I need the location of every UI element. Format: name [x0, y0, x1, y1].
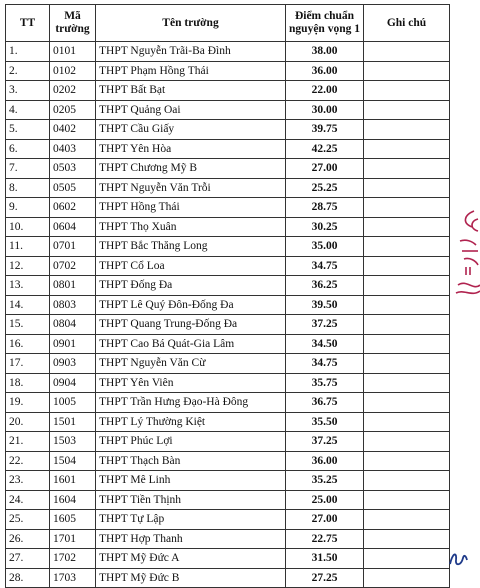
cell-row-number: 12.	[6, 256, 50, 276]
cell-note	[364, 276, 450, 296]
cell-school-code: 1604	[50, 490, 96, 510]
cell-row-number: 7.	[6, 159, 50, 179]
cell-school-code: 0803	[50, 295, 96, 315]
cell-school-name: THPT Trần Hưng Đạo-Hà Đông	[96, 393, 286, 413]
table-row	[6, 549, 450, 569]
cell-row-number: 13.	[6, 276, 50, 296]
cell-school-code: 1005	[50, 393, 96, 413]
cell-school-code: 0101	[50, 42, 96, 62]
cell-school-code: 0903	[50, 354, 96, 374]
table-row	[6, 42, 450, 62]
cell-note	[364, 471, 450, 491]
table-row	[6, 61, 450, 81]
cell-score: 31.50	[286, 549, 364, 569]
cell-school-name: THPT Bắc Thăng Long	[96, 237, 286, 257]
cell-note	[364, 256, 450, 276]
table-row	[6, 529, 450, 549]
cell-note	[364, 198, 450, 218]
cell-row-number: 20.	[6, 412, 50, 432]
cell-score: 34.50	[286, 334, 364, 354]
table-row	[6, 490, 450, 510]
table-row	[6, 295, 450, 315]
cell-school-code: 0403	[50, 139, 96, 159]
cell-score: 30.00	[286, 100, 364, 120]
cell-row-number: 25.	[6, 510, 50, 530]
cell-school-name: THPT Cầu Giấy	[96, 120, 286, 140]
signature-initial-icon	[447, 548, 469, 568]
cell-school-name: THPT Chương Mỹ B	[96, 159, 286, 179]
table-body	[6, 42, 450, 588]
header-tt: TT	[6, 5, 50, 42]
cell-school-code: 1501	[50, 412, 96, 432]
cell-note	[364, 490, 450, 510]
cell-school-name: THPT Mê Linh	[96, 471, 286, 491]
cell-school-code: 1503	[50, 432, 96, 452]
cell-score: 35.25	[286, 471, 364, 491]
red-seal-stamp-icon	[452, 205, 480, 300]
cell-note	[364, 178, 450, 198]
cell-note	[364, 549, 450, 569]
cell-school-name: THPT Nguyễn Văn Cừ	[96, 354, 286, 374]
table-row	[6, 217, 450, 237]
cell-school-name: THPT Lê Quý Đôn-Đống Đa	[96, 295, 286, 315]
cell-row-number: 11.	[6, 237, 50, 257]
cell-school-name: THPT Nguyễn Trãi-Ba Đình	[96, 42, 286, 62]
cell-school-code: 1605	[50, 510, 96, 530]
cell-row-number: 2.	[6, 61, 50, 81]
cell-school-code: 0702	[50, 256, 96, 276]
cell-school-name: THPT Quảng Oai	[96, 100, 286, 120]
cell-score: 39.50	[286, 295, 364, 315]
cell-school-code: 0505	[50, 178, 96, 198]
table-row	[6, 432, 450, 452]
cell-score: 34.75	[286, 256, 364, 276]
cell-school-name: THPT Cao Bá Quát-Gia Lâm	[96, 334, 286, 354]
table-row	[6, 471, 450, 491]
table-row	[6, 81, 450, 101]
cell-note	[364, 510, 450, 530]
cell-school-name: THPT Yên Hòa	[96, 139, 286, 159]
cell-score: 42.25	[286, 139, 364, 159]
cell-note	[364, 81, 450, 101]
table-row	[6, 237, 450, 257]
cell-score: 25.00	[286, 490, 364, 510]
cell-row-number: 21.	[6, 432, 50, 452]
cell-score: 38.00	[286, 42, 364, 62]
table-row	[6, 256, 450, 276]
cell-row-number: 23.	[6, 471, 50, 491]
table-row	[6, 276, 450, 296]
cell-note	[364, 529, 450, 549]
cell-school-code: 0901	[50, 334, 96, 354]
cell-school-name: THPT Thạch Bàn	[96, 451, 286, 471]
cell-note	[364, 139, 450, 159]
cell-school-name: THPT Phúc Lợi	[96, 432, 286, 452]
cell-school-name: THPT Phạm Hồng Thái	[96, 61, 286, 81]
cell-school-name: THPT Yên Viên	[96, 373, 286, 393]
cell-school-code: 0202	[50, 81, 96, 101]
cell-row-number: 19.	[6, 393, 50, 413]
cell-score: 27.25	[286, 568, 364, 588]
cell-score: 39.75	[286, 120, 364, 140]
cell-score: 35.00	[286, 237, 364, 257]
cell-note	[364, 315, 450, 335]
cell-note	[364, 42, 450, 62]
cell-score: 34.75	[286, 354, 364, 374]
cell-score: 27.00	[286, 159, 364, 179]
table-row	[6, 373, 450, 393]
cell-school-code: 0904	[50, 373, 96, 393]
cell-row-number: 22.	[6, 451, 50, 471]
cell-score: 27.00	[286, 510, 364, 530]
cell-school-code: 0503	[50, 159, 96, 179]
cell-score: 36.25	[286, 276, 364, 296]
cell-school-code: 0402	[50, 120, 96, 140]
cell-row-number: 26.	[6, 529, 50, 549]
cell-school-code: 0602	[50, 198, 96, 218]
cell-row-number: 6.	[6, 139, 50, 159]
header-ten-truong: Tên trường	[96, 5, 286, 42]
cell-school-code: 0701	[50, 237, 96, 257]
cell-note	[364, 432, 450, 452]
cell-school-code: 0205	[50, 100, 96, 120]
header-ma-truong: Mã trường	[50, 5, 96, 42]
cell-school-name: THPT Mỹ Đức A	[96, 549, 286, 569]
cell-score: 36.00	[286, 61, 364, 81]
cell-note	[364, 237, 450, 257]
table-row	[6, 393, 450, 413]
cell-score: 35.50	[286, 412, 364, 432]
cell-school-name: THPT Quang Trung-Đống Đa	[96, 315, 286, 335]
cell-school-name: THPT Tự Lập	[96, 510, 286, 530]
cell-score: 37.25	[286, 432, 364, 452]
admission-scores-table	[5, 4, 450, 588]
table-header-row	[6, 5, 450, 42]
cell-note	[364, 120, 450, 140]
table-row	[6, 139, 450, 159]
table-row	[6, 510, 450, 530]
cell-note	[364, 451, 450, 471]
cell-score: 28.75	[286, 198, 364, 218]
cell-row-number: 18.	[6, 373, 50, 393]
cell-school-name: THPT Cổ Loa	[96, 256, 286, 276]
table-row	[6, 315, 450, 335]
cell-school-name: THPT Đống Đa	[96, 276, 286, 296]
cell-school-name: THPT Hồng Thái	[96, 198, 286, 218]
cell-row-number: 16.	[6, 334, 50, 354]
cell-row-number: 14.	[6, 295, 50, 315]
cell-row-number: 3.	[6, 81, 50, 101]
cell-note	[364, 412, 450, 432]
cell-score: 36.00	[286, 451, 364, 471]
cell-school-name: THPT Hợp Thanh	[96, 529, 286, 549]
table-row	[6, 120, 450, 140]
cell-note	[364, 393, 450, 413]
cell-note	[364, 334, 450, 354]
table-row	[6, 178, 450, 198]
cell-school-code: 1701	[50, 529, 96, 549]
cell-score: 22.75	[286, 529, 364, 549]
cell-school-code: 0804	[50, 315, 96, 335]
cell-school-code: 0102	[50, 61, 96, 81]
cell-row-number: 17.	[6, 354, 50, 374]
cell-note	[364, 295, 450, 315]
cell-row-number: 27.	[6, 549, 50, 569]
cell-school-name: THPT Tiền Thịnh	[96, 490, 286, 510]
cell-note	[364, 354, 450, 374]
cell-note	[364, 100, 450, 120]
cell-row-number: 8.	[6, 178, 50, 198]
cell-row-number: 10.	[6, 217, 50, 237]
table-row	[6, 100, 450, 120]
cell-row-number: 24.	[6, 490, 50, 510]
cell-score: 35.75	[286, 373, 364, 393]
cell-note	[364, 217, 450, 237]
cell-score: 25.25	[286, 178, 364, 198]
cell-school-name: THPT Lý Thường Kiệt	[96, 412, 286, 432]
cell-row-number: 9.	[6, 198, 50, 218]
cell-score: 30.25	[286, 217, 364, 237]
cell-row-number: 15.	[6, 315, 50, 335]
cell-school-name: THPT Thọ Xuân	[96, 217, 286, 237]
cell-school-code: 1601	[50, 471, 96, 491]
table-row	[6, 334, 450, 354]
cell-score: 37.25	[286, 315, 364, 335]
cell-school-name: THPT Mỹ Đức B	[96, 568, 286, 588]
cell-row-number: 1.	[6, 42, 50, 62]
cell-note	[364, 159, 450, 179]
cell-score: 36.75	[286, 393, 364, 413]
table-row	[6, 159, 450, 179]
cell-score: 22.00	[286, 81, 364, 101]
cell-school-name: THPT Nguyễn Văn Trỗi	[96, 178, 286, 198]
cell-school-code: 1702	[50, 549, 96, 569]
cell-row-number: 4.	[6, 100, 50, 120]
table-row	[6, 451, 450, 471]
table-row	[6, 354, 450, 374]
cell-school-code: 0604	[50, 217, 96, 237]
cell-school-name: THPT Bất Bạt	[96, 81, 286, 101]
header-ghi-chu: Ghi chú	[364, 5, 450, 42]
cell-note	[364, 373, 450, 393]
cell-school-code: 1504	[50, 451, 96, 471]
cell-note	[364, 61, 450, 81]
cell-school-code: 1703	[50, 568, 96, 588]
cell-row-number: 5.	[6, 120, 50, 140]
table-row	[6, 412, 450, 432]
table-row	[6, 198, 450, 218]
cell-row-number: 28.	[6, 568, 50, 588]
cell-school-code: 0801	[50, 276, 96, 296]
header-diem-chuan: Điểm chuẩn nguyện vọng 1	[286, 5, 364, 42]
